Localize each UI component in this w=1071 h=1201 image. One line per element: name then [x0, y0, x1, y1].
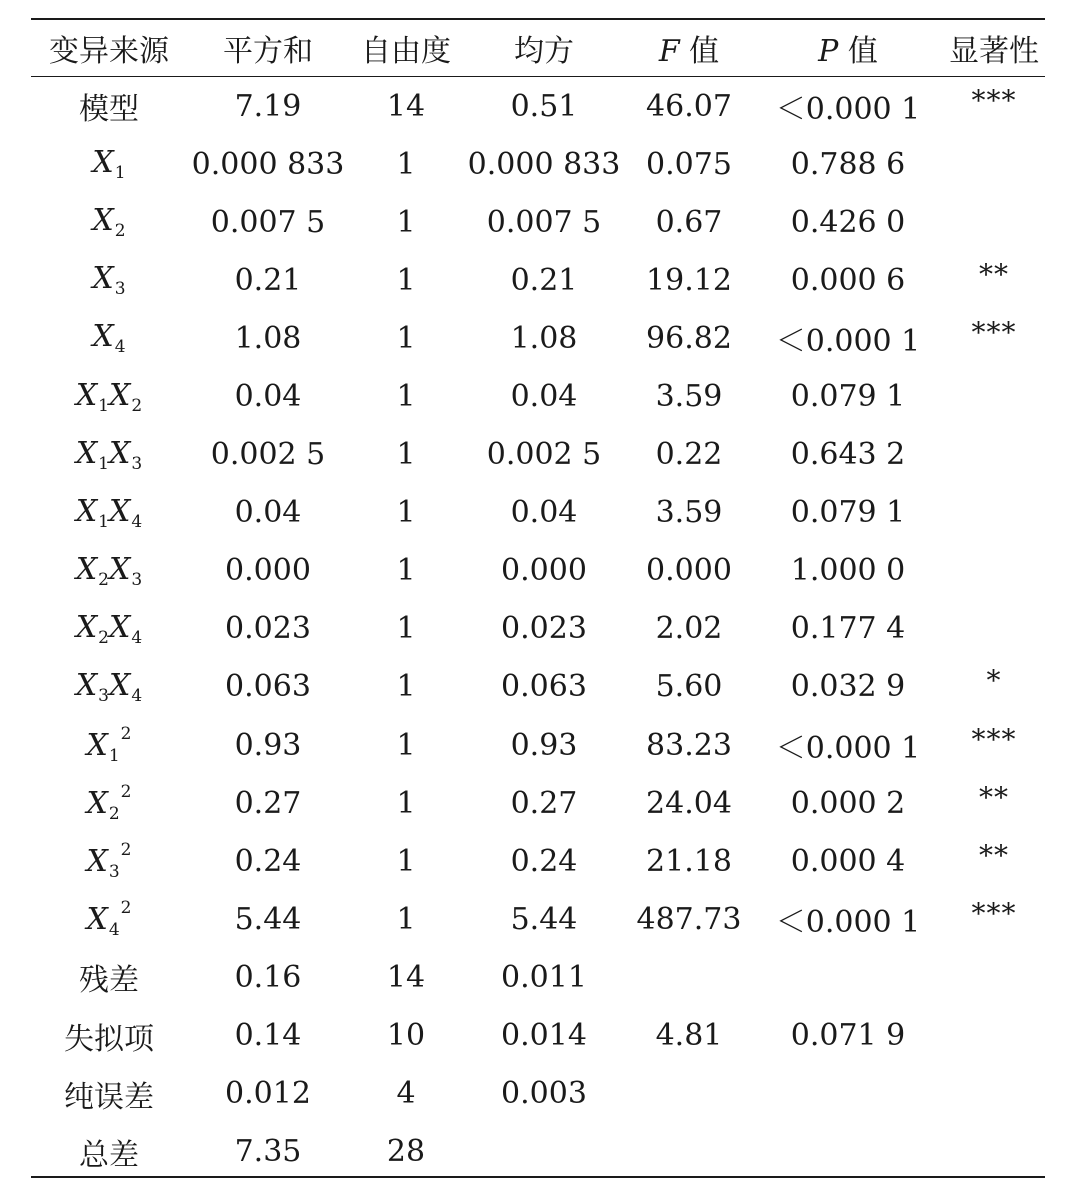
mean-square-cell: 0.063: [501, 669, 587, 705]
df-cell: 14: [386, 959, 426, 995]
significance-cell: [943, 1007, 1045, 1065]
df-cell: 14: [386, 88, 426, 124]
p-value-cell: [753, 1123, 943, 1181]
table-row: [31, 309, 1045, 367]
f-value-cell: 4.81: [655, 1018, 723, 1054]
mean-square-cell: 0.000 833: [467, 146, 621, 182]
source-cell: $X_2X_3$: [75, 551, 143, 590]
f-value-cell: 83.23: [646, 727, 732, 763]
f-value-cell: 0.67: [655, 204, 723, 240]
source-cell: 失拟项: [64, 1021, 154, 1057]
mean-square-cell: 0.023: [501, 611, 587, 647]
sum-of-squares-cell: 7.19: [234, 88, 302, 124]
significance-cell: **: [979, 257, 1009, 291]
sum-of-squares-cell: 5.44: [234, 901, 302, 937]
df-cell: 28: [386, 1134, 426, 1170]
f-value-cell: 3.59: [655, 495, 723, 531]
header-sum-of-squares: 平方和: [223, 33, 313, 69]
table-row: [31, 774, 1045, 832]
mean-square-cell: 0.04: [510, 495, 578, 531]
f-value-cell: [625, 948, 753, 1006]
source-cell: $X_1X_3$: [75, 435, 143, 474]
mean-square-cell: 0.93: [510, 727, 578, 763]
significance-cell: [943, 600, 1045, 658]
source-cell: 模型: [79, 92, 139, 128]
p-value-cell: 0.788 6: [790, 146, 906, 182]
mean-square-cell: 0.21: [510, 262, 578, 298]
p-value-cell: 0.000 2: [790, 785, 906, 821]
sum-of-squares-cell: 0.000: [225, 553, 311, 589]
significance-cell: [943, 1065, 1045, 1123]
mean-square-cell: [463, 1123, 625, 1181]
mean-square-cell: 0.51: [510, 88, 578, 124]
source-cell: 残差: [79, 963, 139, 999]
f-value-cell: 21.18: [646, 843, 732, 879]
header-row: [31, 18, 1045, 77]
df-cell: 1: [396, 379, 416, 415]
significance-cell: *: [986, 664, 1002, 698]
source-cell: $X_2^2$: [86, 782, 132, 825]
df-cell: 1: [396, 843, 416, 879]
source-cell: $X_1^2$: [86, 724, 132, 767]
p-value-cell: 0.426 0: [790, 204, 906, 240]
mean-square-cell: 0.011: [501, 959, 587, 995]
p-value-cell: 1.000 0: [790, 553, 906, 589]
df-cell: 1: [396, 785, 416, 821]
f-value-cell: 24.04: [646, 785, 732, 821]
p-value-cell: 0.643 2: [790, 437, 906, 473]
f-value-cell: [625, 1065, 753, 1123]
significance-cell: [943, 948, 1045, 1006]
mean-square-cell: 0.000: [501, 553, 587, 589]
header-significance: 显著性: [949, 33, 1039, 69]
f-value-cell: [625, 1123, 753, 1181]
sum-of-squares-cell: 0.04: [234, 379, 302, 415]
significance-cell: ***: [971, 315, 1017, 349]
p-value-cell: ＜0.000 1: [775, 731, 921, 767]
df-cell: 1: [396, 320, 416, 356]
df-cell: 10: [386, 1018, 426, 1054]
sum-of-squares-cell: 7.35: [234, 1134, 302, 1170]
sum-of-squares-cell: 0.000 833: [191, 146, 345, 182]
sum-of-squares-cell: 0.002 5: [210, 437, 326, 473]
anova-table: [31, 18, 1045, 1181]
source-cell: $X_2X_4$: [75, 609, 143, 648]
p-value-cell: [753, 1065, 943, 1123]
source-cell: $X_2$: [92, 203, 126, 242]
sum-of-squares-cell: 0.14: [234, 1018, 302, 1054]
sum-of-squares-cell: 0.21: [234, 262, 302, 298]
source-cell: $X_3^2$: [86, 840, 132, 883]
sum-of-squares-cell: 0.04: [234, 495, 302, 531]
p-value-cell: [753, 948, 943, 1006]
table-row: [31, 484, 1045, 542]
significance-cell: **: [979, 838, 1009, 872]
significance-cell: [943, 193, 1045, 251]
table-row: [31, 1065, 1045, 1123]
table-row: [31, 1007, 1045, 1065]
df-cell: 1: [396, 204, 416, 240]
f-value-cell: 19.12: [646, 262, 732, 298]
significance-cell: ***: [971, 722, 1017, 756]
df-cell: 1: [396, 437, 416, 473]
df-cell: 1: [396, 901, 416, 937]
p-value-cell: 0.079 1: [790, 379, 906, 415]
f-value-cell: 46.07: [646, 88, 732, 124]
p-value-cell: ＜0.000 1: [775, 324, 921, 360]
mean-square-cell: 0.007 5: [486, 204, 602, 240]
df-cell: 4: [396, 1076, 416, 1112]
table-row: [31, 600, 1045, 658]
table-row: [31, 542, 1045, 600]
table-row: [31, 77, 1045, 135]
table-row: [31, 658, 1045, 716]
df-cell: 1: [396, 146, 416, 182]
significance-cell: [943, 484, 1045, 542]
p-value-cell: 0.177 4: [790, 611, 906, 647]
significance-cell: [943, 367, 1045, 425]
mean-square-cell: 5.44: [510, 901, 578, 937]
f-value-cell: 0.22: [655, 437, 723, 473]
source-cell: $X_1$: [92, 145, 126, 184]
significance-cell: ***: [971, 896, 1017, 930]
header-degrees-of-freedom: 自由度: [361, 33, 451, 69]
p-value-cell: 0.000 4: [790, 843, 906, 879]
mean-square-cell: 0.04: [510, 379, 578, 415]
significance-cell: [943, 426, 1045, 484]
table-row: [31, 832, 1045, 890]
header-f-value: F 值: [658, 33, 720, 69]
mean-square-cell: 0.27: [510, 785, 578, 821]
f-value-cell: 5.60: [655, 669, 723, 705]
df-cell: 1: [396, 611, 416, 647]
header-mean-square: 均方: [514, 33, 574, 69]
header-source: 变异来源: [49, 33, 169, 69]
table-row: [31, 1123, 1045, 1181]
p-value-cell: 0.000 6: [790, 262, 906, 298]
mean-square-cell: 0.24: [510, 843, 578, 879]
f-value-cell: 96.82: [646, 320, 732, 356]
f-value-cell: 487.73: [636, 901, 742, 937]
source-cell: 总差: [79, 1137, 139, 1173]
mean-square-cell: 0.003: [501, 1076, 587, 1112]
table-row: [31, 367, 1045, 425]
mean-square-cell: 0.014: [501, 1018, 587, 1054]
df-cell: 1: [396, 262, 416, 298]
source-cell: $X_4^2$: [86, 898, 132, 941]
sum-of-squares-cell: 0.27: [234, 785, 302, 821]
df-cell: 1: [396, 669, 416, 705]
f-value-cell: 2.02: [655, 611, 723, 647]
table-row: [31, 193, 1045, 251]
significance-cell: [943, 1123, 1045, 1181]
f-value-cell: 0.000: [646, 553, 732, 589]
sum-of-squares-cell: 0.93: [234, 727, 302, 763]
p-value-cell: 0.071 9: [790, 1018, 906, 1054]
sum-of-squares-cell: 0.16: [234, 959, 302, 995]
sum-of-squares-cell: 0.007 5: [210, 204, 326, 240]
sum-of-squares-cell: 0.24: [234, 843, 302, 879]
p-value-cell: 0.079 1: [790, 495, 906, 531]
df-cell: 1: [396, 553, 416, 589]
sum-of-squares-cell: 1.08: [234, 320, 302, 356]
p-value-cell: 0.032 9: [790, 669, 906, 705]
source-cell: $X_4$: [92, 319, 126, 358]
mean-square-cell: 1.08: [510, 320, 578, 356]
table-row: [31, 251, 1045, 309]
significance-cell: [943, 135, 1045, 193]
f-value-cell: 0.075: [646, 146, 732, 182]
source-cell: $X_1X_4$: [75, 493, 143, 532]
source-cell: $X_3X_4$: [75, 667, 143, 706]
source-cell: $X_3$: [92, 261, 126, 300]
df-cell: 1: [396, 727, 416, 763]
significance-cell: **: [979, 780, 1009, 814]
sum-of-squares-cell: 0.063: [225, 669, 311, 705]
source-cell: $X_1X_2$: [75, 377, 143, 416]
mean-square-cell: 0.002 5: [486, 437, 602, 473]
sum-of-squares-cell: 0.012: [225, 1076, 311, 1112]
sum-of-squares-cell: 0.023: [225, 611, 311, 647]
table-row: [31, 426, 1045, 484]
table-row: [31, 716, 1045, 774]
table-row: [31, 948, 1045, 1006]
header-p-value: P 值: [818, 33, 878, 69]
p-value-cell: ＜0.000 1: [775, 92, 921, 128]
p-value-cell: ＜0.000 1: [775, 905, 921, 941]
source-cell: 纯误差: [64, 1079, 154, 1115]
f-value-cell: 3.59: [655, 379, 723, 415]
table-row: [31, 135, 1045, 193]
significance-cell: [943, 542, 1045, 600]
table-row: [31, 890, 1045, 948]
significance-cell: ***: [971, 83, 1017, 117]
df-cell: 1: [396, 495, 416, 531]
